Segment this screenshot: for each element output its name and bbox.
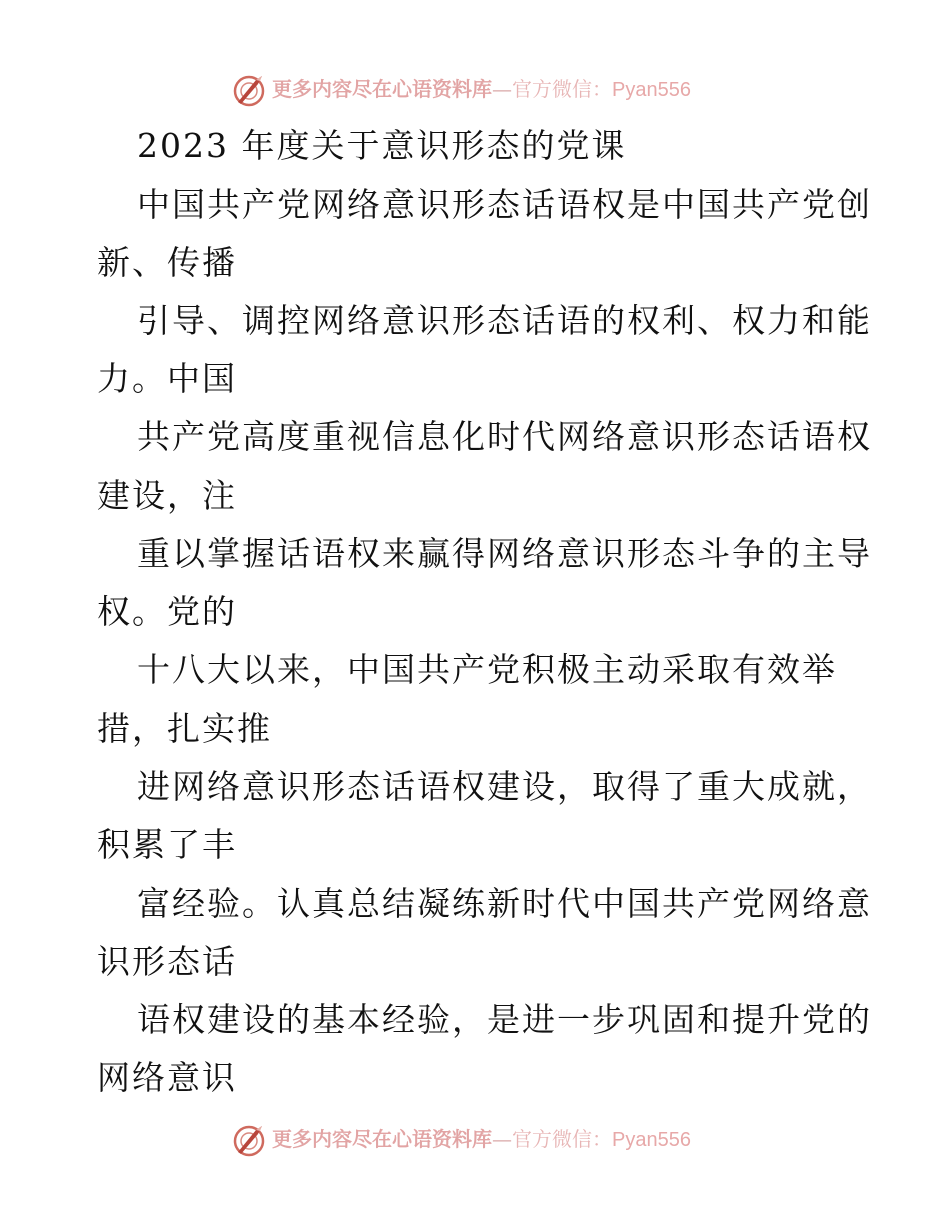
watermark-separator: — xyxy=(492,1127,512,1151)
watermark-main: 更多内容尽在心语资料库 xyxy=(272,77,492,101)
watermark-main: 更多内容尽在心语资料库 xyxy=(272,1127,492,1151)
watermark-wechat-label: 官方微信： xyxy=(512,77,612,101)
paragraph-line: 中国共产党网络意识形态话语权是中国共产党创 xyxy=(137,185,872,224)
header-watermark-banner xyxy=(0,70,950,110)
paragraph-line: 富经验。认真总结凝练新时代中国共产党网络意 xyxy=(137,884,872,923)
paragraph-line: 语权建设的基本经验，是进一步巩固和提升党的 xyxy=(137,1000,872,1039)
watermark-text xyxy=(272,1127,691,1152)
paragraph-line: 引导、调控网络意识形态话语的权利、权力和能 xyxy=(137,301,872,340)
paragraph-line: 十八大以来，中国共产党积极主动采取有效举 xyxy=(137,650,837,689)
paragraph-line: 网络意识 xyxy=(97,1058,237,1097)
paragraph-line: 进网络意识形态话语权建设，取得了重大成就， xyxy=(137,767,872,806)
paragraph-line: 力。中国 xyxy=(97,359,237,398)
paragraph-line: 新、传播 xyxy=(97,243,237,282)
paragraph-line: 积累了丰 xyxy=(97,825,237,864)
watermark-separator: — xyxy=(492,77,512,101)
document-title: 2023 年度关于意识形态的党课 xyxy=(137,126,627,165)
watermark-text xyxy=(272,77,691,102)
logo-icon xyxy=(232,72,268,108)
paragraph-line: 识形态话 xyxy=(97,942,237,981)
paragraph-line: 重以掌握话语权来赢得网络意识形态斗争的主导 xyxy=(137,534,872,573)
watermark-wechat-label: 官方微信： xyxy=(512,1127,612,1151)
logo-icon xyxy=(232,1122,268,1158)
footer-watermark-banner xyxy=(0,1120,950,1160)
paragraph-line: 建设，注 xyxy=(97,476,237,515)
watermark-wechat-id: Pyan556 xyxy=(612,79,691,101)
paragraph-line: 权。党的 xyxy=(97,592,237,631)
watermark-wechat-id: Pyan556 xyxy=(612,1129,691,1151)
paragraph-line: 共产党高度重视信息化时代网络意识形态话语权 xyxy=(137,417,872,456)
paragraph-line: 措，扎实推 xyxy=(97,709,272,748)
